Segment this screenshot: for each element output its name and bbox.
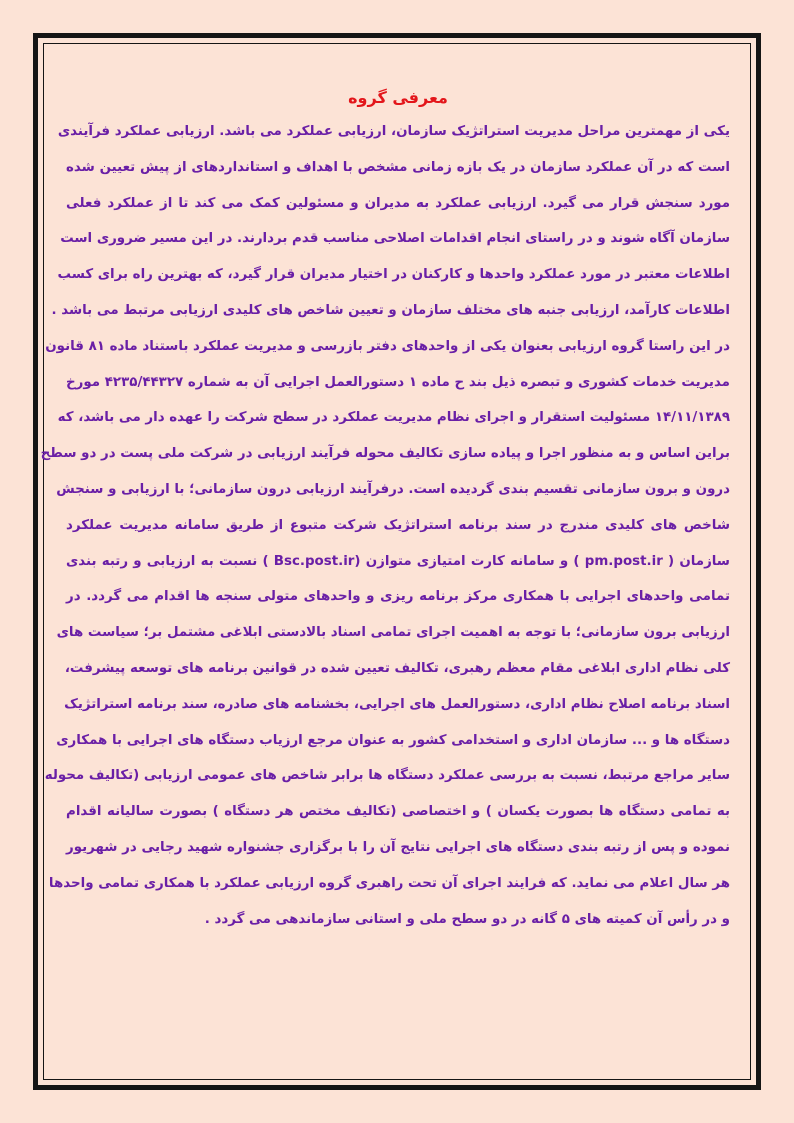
text-line: مورد سنجش قرار می گیرد. ارزیابی عملکرد به مدیران و مسئولین کمک می کند تا از عملکرد فعلی bbox=[66, 195, 730, 211]
text-line: براین اساس و به منظور اجرا و پیاده سازی تکالیف محوله فرآیند ارزیابی در شرکت ملی پست در دو سطح bbox=[40, 446, 730, 462]
text-line: ارزیابی برون سازمانی؛ با توجه به اهمیت اجرای تمامی اسناد بالادستی ابلاغی مشتمل بر؛ سیاست های bbox=[56, 625, 730, 641]
document-body bbox=[40, 84, 730, 937]
page-title: معرفی گروه bbox=[348, 88, 448, 107]
text-line: شاخص های کلیدی مندرج در سند برنامه استراتژیک شرکت متبوع از طریق سامانه مدیریت عملکرد bbox=[66, 517, 730, 533]
text-line: درون و برون سازمانی تقسیم بندی گردیده است. درفرآیند ارزیابی درون سازمانی؛ با ارزیابی و سنجش bbox=[56, 481, 730, 497]
text-line: نموده و پس از رتبه بندی دستگاه های اجرایی نتایج آن را با برگزاری جشنواره شهید رجایی در شهریور bbox=[66, 839, 730, 855]
text-line: در این راستا گروه ارزیابی بعنوان یکی از واحدهای دفتر بازرسی و مدیریت عملکرد باستناد ماده ۸۱ قانون bbox=[45, 338, 730, 354]
text-line: است که در آن عملکرد سازمان در یک بازه زمانی مشخص با اهداف و استانداردهای از پیش تعیین شده bbox=[66, 159, 730, 175]
text-line: اطلاعات معتبر در مورد عملکرد واحدها و کارکنان در اختیار مدیران قرار گیرد، که بهترین راه برای کسب bbox=[57, 267, 730, 283]
text-line: سایر مراجع مرتبط، نسبت به بررسی عملکرد دستگاه ها برابر شاخص های عمومی ارزیابی (تکالیف محوله bbox=[44, 768, 730, 784]
text-line: اطلاعات کارآمد، ارزیابی جنبه های مختلف سازمان و تعیین شاخص های کلیدی ارزیابی مرتبط می باشد . bbox=[51, 302, 730, 318]
text-line: به تمامی دستگاه ها بصورت یکسان ) و اختصاصی (تکالیف مختص هر دستگاه ) بصورت سالیانه اقدام bbox=[66, 804, 730, 820]
paragraph bbox=[40, 114, 730, 937]
text-line: هر سال اعلام می نماید. که فرایند اجرای آن تحت راهبری گروه ارزیابی عملکرد با همکاری تمامی واحدها bbox=[48, 875, 730, 891]
text-line: تمامی واحدهای اجرایی با همکاری مرکز برنامه ریزی و واحدهای متولی سنجه ها اقدام می گردد. در bbox=[66, 589, 730, 605]
text-line: دستگاه ها و ... سازمان اداری و استخدامی کشور به عنوان مرجع ارزیاب دستگاه های اجرایی با همکاری bbox=[56, 732, 730, 748]
text-line: سازمان آگاه شوند و در راستای انجام اقدامات اصلاحی مناسب قدم بردارند. در این مسیر ضروری است bbox=[60, 231, 730, 247]
text-line: مدیریت خدمات کشوری و تبصره ذیل بند ح ماده ۱ دستورالعمل اجرایی آن به شماره ۴۲۳۵/۴۴۳۲۷ مورخ bbox=[66, 374, 730, 390]
text-line: و در رأس آن کمیته های ۵ گانه در دو سطح ملی و استانی سازماندهی می گردد . bbox=[204, 911, 730, 927]
text-line: اسناد برنامه اصلاح نظام اداری، دستورالعمل های اجرایی، بخشنامه های صادره، سند برنامه استراتژیک bbox=[64, 696, 730, 712]
text-line: کلی نظام اداری ابلاغی مقام معظم رهبری، تکالیف تعیین شده در قوانین برنامه های توسعه پیشرفت، bbox=[64, 660, 730, 676]
text-line: سازمان ( pm.post.ir ) و سامانه کارت امتیازی متوازن (Bsc.post.ir ) نسبت به ارزیابی و رتبه بندی bbox=[66, 553, 730, 569]
text-line: ۱۴/۱۱/۱۳۸۹ مسئولیت استقرار و اجرای نظام مدیریت عملکرد در سطح شرکت را عهده دار می باشد، که bbox=[57, 410, 730, 426]
text-line: یکی از مهمترین مراحل مدیریت استراتژیک سازمان، ارزیابی عملکرد می باشد. ارزیابی عملکرد فرآیندی bbox=[57, 124, 730, 139]
